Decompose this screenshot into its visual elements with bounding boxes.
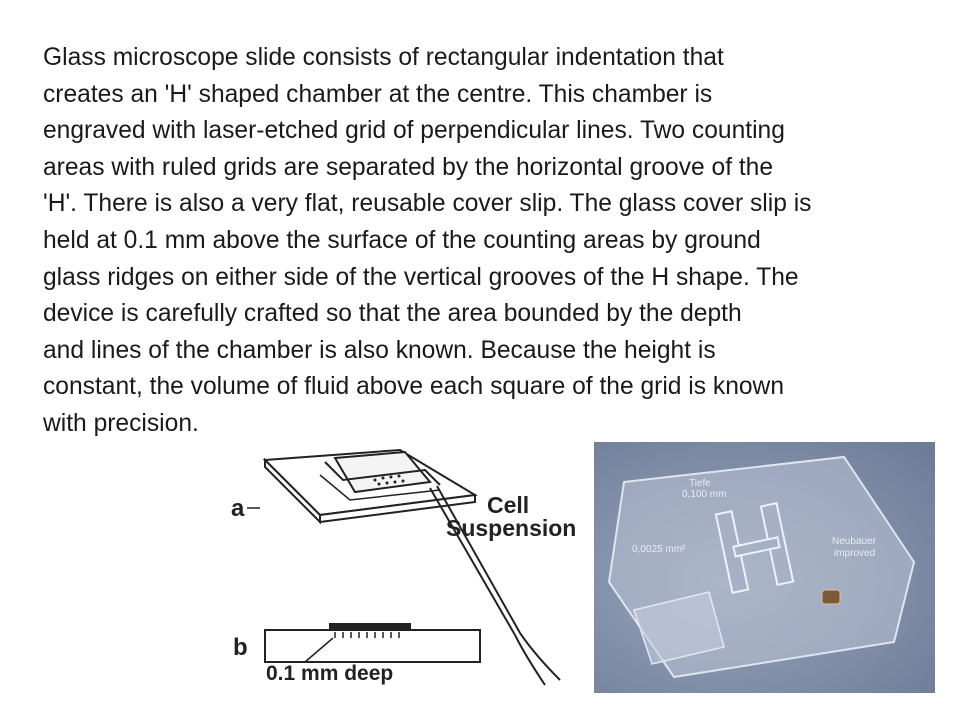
photo-area-value: 0,0025 mm² bbox=[632, 544, 686, 555]
slide-cross-section bbox=[265, 630, 480, 662]
depth-label: 0.1 mm deep bbox=[266, 662, 394, 685]
paragraph-line: engraved with laser-etched grid of perpendicular lines. Two counting bbox=[43, 117, 785, 145]
paragraph-line: Glass microscope slide consists of rectangular indentation that bbox=[43, 44, 724, 71]
cover-slip-section bbox=[330, 624, 410, 630]
photo-illustration bbox=[594, 442, 935, 693]
suspension-label: Suspension bbox=[446, 515, 577, 541]
pipette-tip bbox=[515, 633, 560, 685]
photo-tiefe-value: 0,100 mm bbox=[682, 489, 727, 500]
paragraph-line: constant, the volume of fluid above each square of the grid is known bbox=[43, 373, 784, 401]
paragraph-line: and lines of the chamber is also known. Because the height is bbox=[43, 336, 716, 364]
paragraph-line: creates an 'H' shaped chamber at the centre. This chamber is bbox=[43, 80, 713, 108]
photo-brand-2: improved bbox=[834, 548, 876, 559]
maker-logo bbox=[822, 590, 840, 604]
paragraph-line: held at 0.1 mm above the surface of the counting areas by ground bbox=[43, 226, 761, 254]
photo-brand-1: Neubauer bbox=[832, 536, 876, 547]
paragraph-line: areas with ruled grids are separated by the horizontal groove of the bbox=[43, 153, 774, 181]
paragraph-line: glass ridges on either side of the vertical grooves of the H shape. The bbox=[43, 263, 799, 291]
diagram-label-a: a bbox=[231, 495, 245, 522]
cell-label: Cell bbox=[487, 492, 530, 518]
body-paragraph bbox=[43, 40, 943, 443]
diagram-label-b: b bbox=[233, 634, 248, 661]
photo-tiefe: Tiefe bbox=[689, 478, 711, 489]
paragraph-line: with precision. bbox=[43, 409, 199, 437]
paragraph-line: device is carefully crafted so that the area bounded by the depth bbox=[43, 300, 742, 328]
hemocytometer-diagram bbox=[225, 440, 595, 695]
paragraph-line: 'H'. There is also a very flat, reusable cover slip. The glass cover slip is bbox=[43, 190, 812, 218]
hemocytometer-photo bbox=[594, 442, 935, 693]
